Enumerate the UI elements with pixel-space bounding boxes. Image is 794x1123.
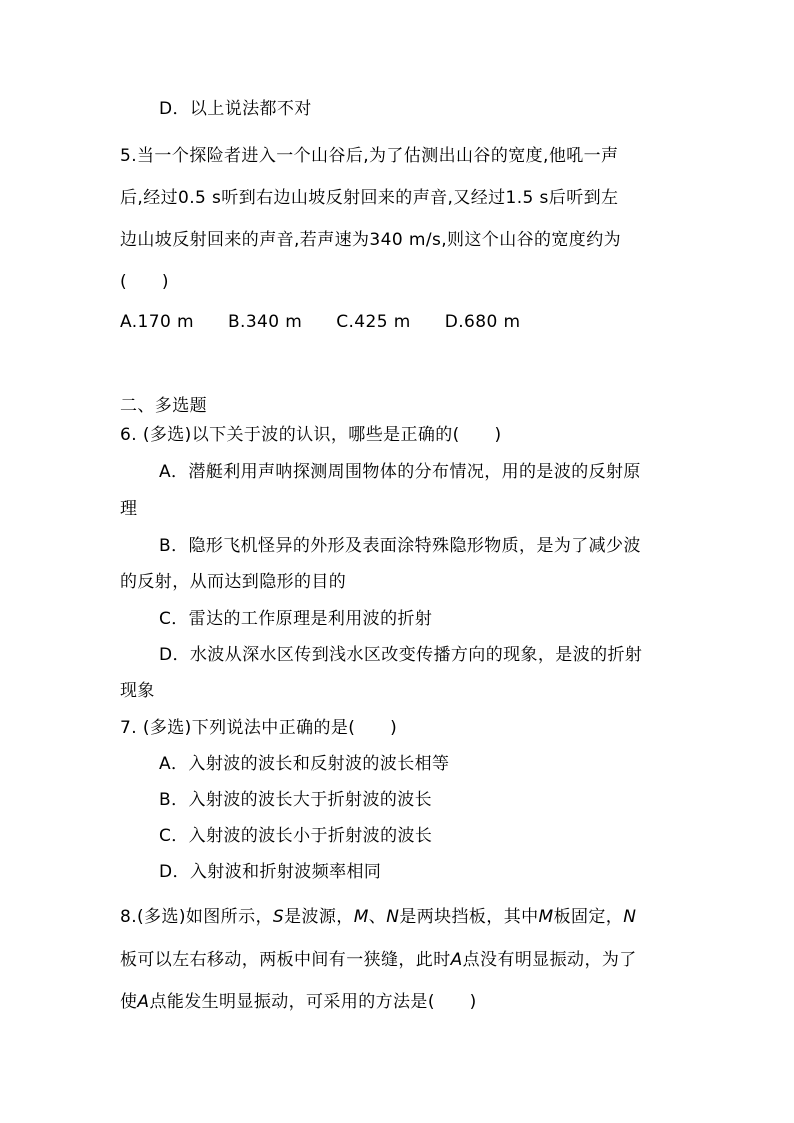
- q8-line-2: [120, 949, 637, 971]
- q8-text: 点能发生明显振动，可采用的方法是( ): [149, 992, 477, 1012]
- q8-line-1: [120, 906, 636, 928]
- q5-line-3: 边山坡反射回来的声音,若声速为340 m/s,则这个山谷的宽度约为: [120, 230, 622, 250]
- q7-option-d: D．入射波和折射波频率相同: [159, 862, 382, 882]
- variable-a: A: [450, 950, 463, 970]
- q6-option-b-line-2: 的反射，从而达到隐形的目的: [120, 572, 347, 592]
- variable-m: M: [353, 907, 369, 927]
- q5-line-2: 后,经过0.5 s听到右边山坡反射回来的声音,又经过1.5 s后听到左: [120, 188, 619, 208]
- q6-stem: 6. (多选)以下关于波的认识，哪些是正确的( ): [120, 425, 502, 445]
- variable-m: M: [538, 907, 554, 927]
- q5-options: [120, 311, 520, 333]
- q5-option-d: D.680 m: [444, 312, 521, 332]
- q8-text: 8.(多选)如图所示，: [120, 907, 273, 927]
- q5-option-a: A.170 m: [120, 312, 194, 332]
- variable-s: S: [272, 907, 285, 927]
- q5-option-b: B.340 m: [227, 312, 303, 332]
- variable-n: N: [386, 907, 400, 927]
- q7-option-c: C．入射波的波长小于折射波的波长: [159, 826, 433, 846]
- q6-option-d-line-2: 现象: [120, 681, 155, 701]
- q5-line-4: ( ): [120, 272, 169, 292]
- q7-stem: 7. (多选)下列说法中正确的是( ): [120, 718, 398, 738]
- q6-option-d-line-1: D．水波从深水区传到浅水区改变传播方向的现象，是波的折射: [159, 645, 643, 665]
- q6-option-a-line-1: A．潜艇利用声呐探测周围物体的分布情况，用的是波的反射原: [159, 462, 641, 482]
- q8-text: 点没有明显振动，为了: [462, 950, 637, 970]
- q6-option-a-line-2: 理: [120, 499, 138, 519]
- q7-option-a: A．入射波的波长和反射波的波长相等: [159, 754, 450, 774]
- q8-text: 使: [120, 992, 138, 1012]
- q8-text: 、: [368, 907, 387, 927]
- q8-text: 是两块挡板，其中: [399, 907, 539, 927]
- q8-text: 板可以左右移动，两板中间有一狭缝，此时: [120, 950, 451, 970]
- q4-option-d: D．以上说法都不对: [159, 99, 312, 119]
- q5-option-c: C.425 m: [336, 312, 411, 332]
- variable-n: N: [623, 907, 637, 927]
- section-title: 二、多选题: [120, 396, 207, 416]
- q6-option-c: C．雷达的工作原理是利用波的折射: [159, 609, 433, 629]
- variable-a: A: [137, 992, 150, 1012]
- q8-line-3: [120, 991, 477, 1013]
- q8-text: 是波源，: [284, 907, 354, 927]
- q8-text: 板固定，: [553, 907, 624, 927]
- q5-line-1: 5.当一个探险者进入一个山谷后,为了估测出山谷的宽度,他吼一声: [120, 146, 619, 166]
- q7-option-b: B．入射波的波长大于折射波的波长: [159, 790, 433, 810]
- q6-option-b-line-1: B．隐形飞机怪异的外形及表面涂特殊隐形物质，是为了减少波: [159, 536, 641, 556]
